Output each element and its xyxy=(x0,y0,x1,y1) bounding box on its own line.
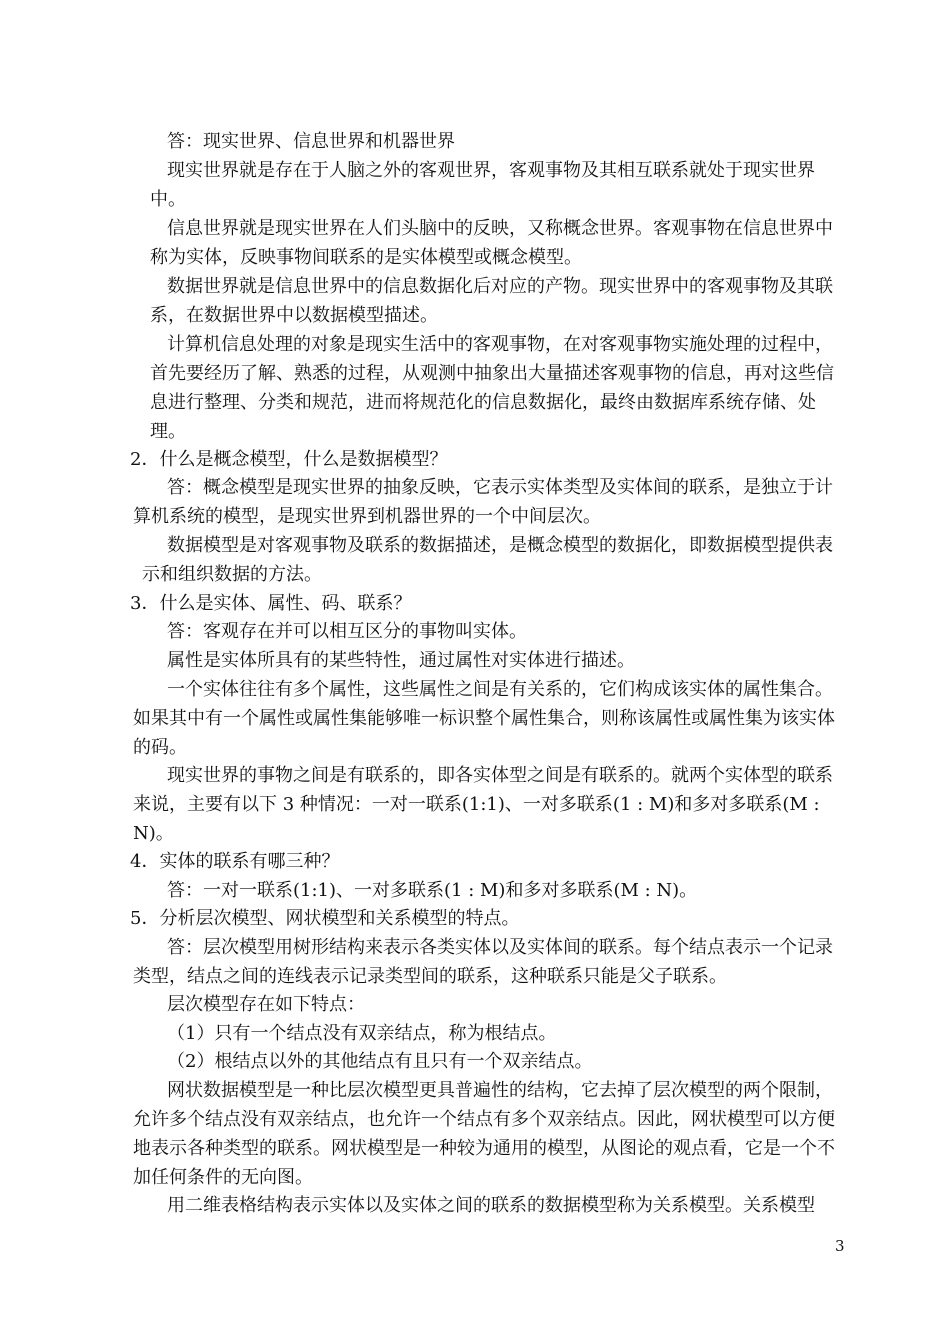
answer-2-concept-model: 答：概念模型是现实世界的抽象反映，它表示实体类型及实体间的联系，是独立于计算机系统的模型，是现实世界到机器世界的一个中间层次。 xyxy=(133,477,833,527)
paragraph-computer-processing: 计算机信息处理的对象是现实生活中的客观事物，在对客观事物实施处理的过程中，首先要经历了解、熟悉的过程，从观测中抽象出大量描述客观事物的信息，再对这些信息进行整理、分类和规范，进而将规范化的信息数据化，最终由数据库系统存储、处理。 xyxy=(150,334,834,442)
answer-3-relationship: 现实世界的事物之间是有联系的，即各实体型之间是有联系的。就两个实体型的联系来说，主要有以下 3 种情况：一对一联系(1:1)、一对多联系(1 : M)和多对多联系(M : N)。 xyxy=(133,765,833,844)
question-2: 2．什么是概念模型，什么是数据模型？ xyxy=(130,449,448,470)
answer-3-key: 一个实体往往有多个属性，这些属性之间是有关系的，它们构成该实体的属性集合。如果其中有一个属性或属性集能够唯一标识整个属性集合，则称该属性或属性集为该实体的码。 xyxy=(133,679,835,758)
answer-3-attribute: 属性是实体所具有的某些特性，通过属性对实体进行描述。 xyxy=(167,650,635,671)
question-5: 5．分析层次模型、网状模型和关系模型的特点。 xyxy=(130,908,520,929)
answer-2-data-model: 数据模型是对客观事物及联系的数据描述，是概念模型的数据化，即数据模型提供表示和组织数据的方法。 xyxy=(142,535,833,585)
answer-4: 答：一对一联系(1:1)、一对多联系(1 : M)和多对多联系(M : N)。 xyxy=(167,880,698,901)
page-number: 3 xyxy=(835,1237,845,1255)
answer-5-relational: 用二维表格结构表示实体以及实体之间的联系的数据模型称为关系模型。关系模型 xyxy=(167,1195,815,1216)
answer-5-hierarchical-features: 层次模型存在如下特点： xyxy=(167,994,365,1015)
answer-5-hierarchical: 答：层次模型用树形结构来表示各类实体以及实体间的联系。每个结点表示一个记录类型，结点之间的连线表示记录类型间的联系，这种联系只能是父子联系。 xyxy=(133,937,833,987)
question-3: 3．什么是实体、属性、码、联系？ xyxy=(130,593,412,614)
paragraph-data-world: 数据世界就是信息世界中的信息数据化后对应的产物。现实世界中的客观事物及其联系，在数据世界中以数据模型描述。 xyxy=(150,276,833,326)
answer-1-intro: 答：现实世界、信息世界和机器世界 xyxy=(167,131,455,152)
answer-5-network: 网状数据模型是一种比层次模型更具普遍性的结构，它去掉了层次模型的两个限制，允许多个结点没有双亲结点，也允许一个结点有多个双亲结点。因此，网状模型可以方便地表示各种类型的联系。网状模型是一种较为通用的模型，从图论的观点看，它是一个不加任何条件的无向图。 xyxy=(133,1080,835,1188)
answer-5-feature-2: （2）根结点以外的其他结点有且只有一个双亲结点。 xyxy=(167,1051,593,1072)
answer-5-feature-1: （1）只有一个结点没有双亲结点，称为根结点。 xyxy=(167,1023,557,1044)
paragraph-info-world: 信息世界就是现实世界在人们头脑中的反映，又称概念世界。客观事物在信息世界中称为实体，反映事物间联系的是实体模型或概念模型。 xyxy=(150,218,833,268)
answer-3-entity: 答：客观存在并可以相互区分的事物叫实体。 xyxy=(167,621,527,642)
question-4: 4．实体的联系有哪三种？ xyxy=(130,851,340,872)
paragraph-real-world: 现实世界就是存在于人脑之外的客观世界，客观事物及其相互联系就处于现实世界中。 xyxy=(150,160,815,210)
